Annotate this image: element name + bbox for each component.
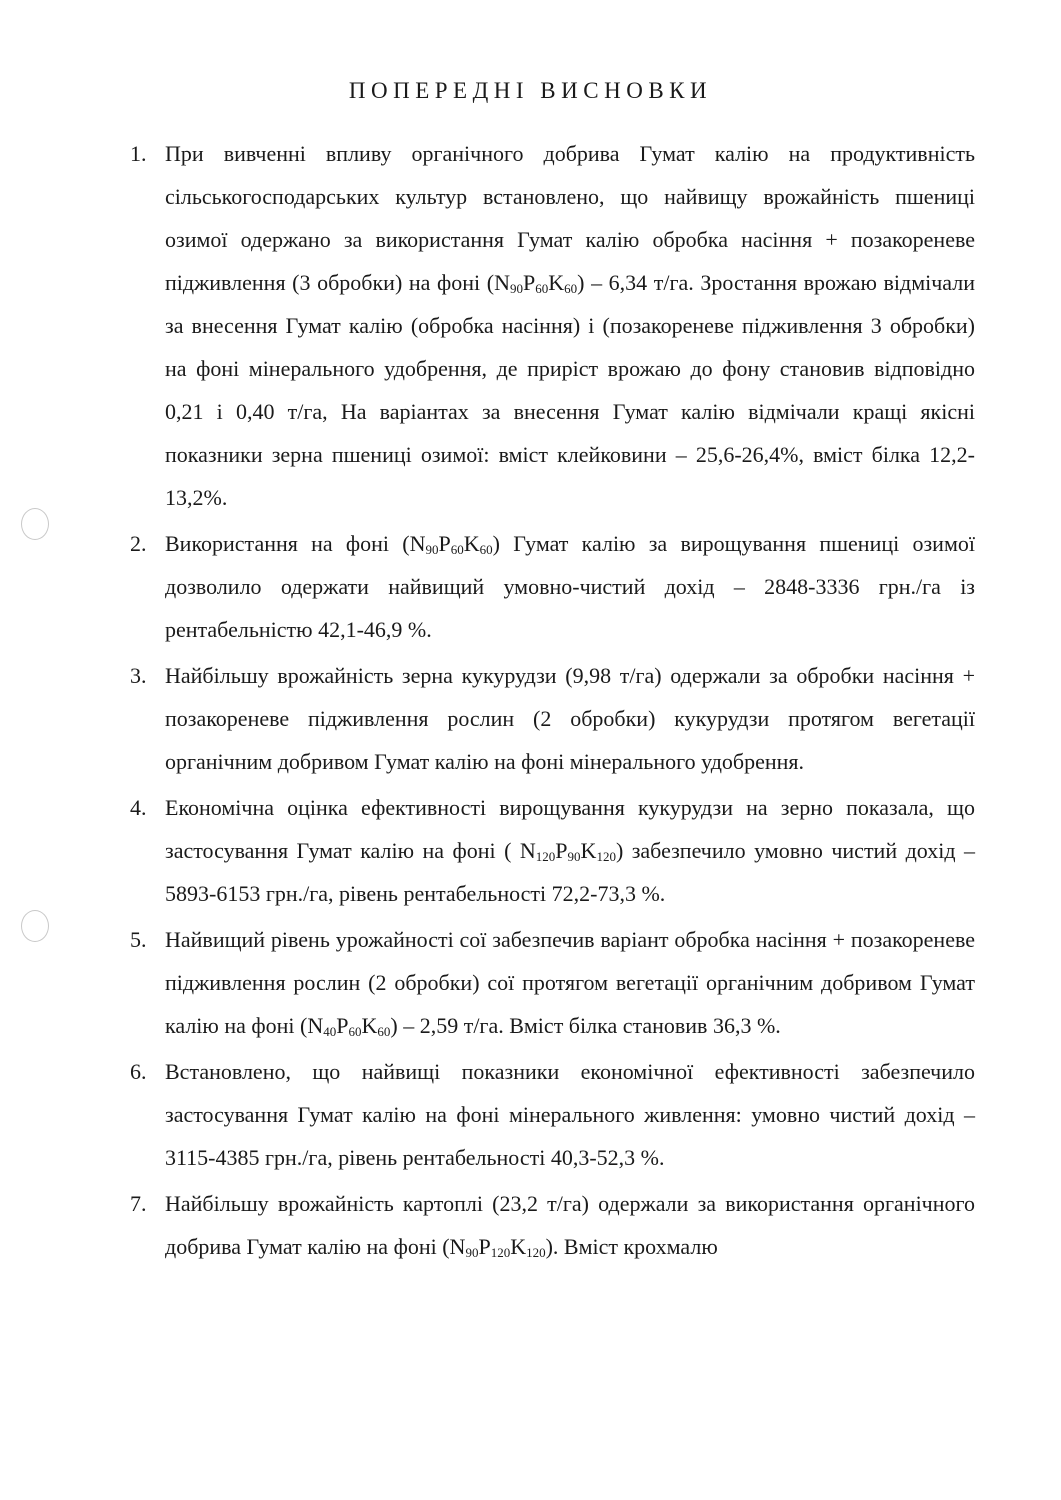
formula-subscript: 90 [510,281,523,296]
conclusion-text-run: ). Вміст крохмалю [545,1234,718,1259]
formula-subscript: 90 [567,849,581,864]
conclusion-number: 7. [130,1191,147,1216]
conclusion-text-run: Використання на фоні (N [165,531,426,556]
conclusion-text [165,918,975,1047]
conclusion-text-run: ) – 6,34 т/га. Зростання врожаю відмічали за внесення Гумат калію (обробка насіння) і (позакореневе підживлення 3 обробки) на фоні мінерального удобрення, де приріст врожаю до фону становив відповідно 0,21 і 0,40 т/га, На варіантах за внесення Гумат калію відмічали кращі якісні показники зерна пшениці озимої: вміст клейковини – 25,6-26,4%, вміст білка 12,2-13,2%. [165,270,976,510]
conclusion-text-run: K [361,1013,378,1038]
conclusion-text-run: ) забезпечило умовно чистий дохід – 5893-6153 грн./га, рівень рентабельності 72,2-73,3 %. [165,838,975,906]
formula-subscript: 120 [490,1245,511,1260]
conclusion-item [0,132,1061,519]
conclusion-item [0,1182,1061,1268]
conclusion-text-run: K [463,531,480,556]
formula-subscript: 90 [465,1245,479,1260]
formula-subscript: 120 [596,849,616,864]
conclusion-text-run: Найвищий рівень урожайності сої забезпечив варіант обробка насіння + позакореневе підживлення рослин (2 обробки) сої протягом вегетації органічним добривом Гумат калію на фоні (N [165,927,975,1038]
formula-subscript: 120 [535,849,556,864]
conclusion-text-run: P [523,270,536,295]
conclusion-item [0,918,1061,1047]
formula-subscript: 60 [564,281,578,296]
conclusion-text [165,132,975,519]
conclusion-text-run: P [336,1013,349,1038]
formula-subscript: 60 [479,542,493,557]
conclusion-number: 1. [130,141,147,166]
conclusion-text [165,522,975,651]
conclusion-text-run: Встановлено, що найвищі показники економічної ефективності забезпечило застосування Гумат калію на фоні мінерального живлення: умовно чистий дохід – 3115-4385 грн./га, рівень рентабельності 40,3-52,3 %. [165,1059,975,1170]
conclusion-item [0,522,1061,651]
conclusion-text [165,1050,975,1179]
conclusion-text-run: Найбільшу врожайність картоплі (23,2 т/га) одержали за використання органічного добрива Гумат калію на фоні (N [165,1191,975,1259]
conclusion-text [165,654,975,783]
conclusion-text [165,1182,975,1268]
formula-subscript: 90 [425,542,439,557]
conclusions-list [0,132,1061,1271]
formula-subscript: 60 [450,542,464,557]
formula-subscript: 120 [526,1245,546,1260]
conclusion-text-run: ) Гумат калію за вирощування пшениці озимої дозволило одержати найвищий умовно-чистий дохід – 2848-3336 грн./га із рентабельністю 42,1-46,9 %. [165,531,975,642]
conclusion-text-run: При вивченні впливу органічного добрива Гумат калію на продуктивність сільськогосподарських культур встановлено, що найвищу врожайність пшениці озимої одержано за використання Гумат калію обробка насіння + позакореневе підживлення (3 обробки) на фоні (N [165,141,975,295]
conclusion-item [0,786,1061,915]
conclusion-number: 2. [130,531,147,556]
conclusion-number: 5. [130,927,147,952]
formula-subscript: 60 [535,281,549,296]
conclusion-text-run: K [580,838,597,863]
conclusion-text-run: Найбільшу врожайність зерна кукурудзи (9,98 т/га) одержали за обробки насіння + позакореневе підживлення рослин (2 обробки) кукурудзи протягом вегетації органічним добривом Гумат калію на фоні мінерального удобрення. [165,663,975,774]
conclusion-text-run: Економічна оцінка ефективності вирощування кукурудзи на зерно показала, що застосування Гумат калію на фоні ( N [165,795,975,863]
conclusion-item [0,1050,1061,1179]
conclusion-text [165,786,975,915]
conclusion-text-run: K [510,1234,527,1259]
formula-subscript: 60 [348,1024,362,1039]
conclusion-text-run: P [555,838,568,863]
conclusion-number: 6. [130,1059,147,1084]
conclusion-text-run: ) – 2,59 т/га. Вміст білка становив 36,3 %. [390,1013,781,1038]
conclusion-number: 4. [130,795,147,820]
formula-subscript: 60 [377,1024,391,1039]
conclusion-text-run: P [438,531,451,556]
conclusion-text-run: K [548,270,565,295]
page-title: ПОПЕРЕДНІ ВИСНОВКИ [348,78,713,103]
conclusion-item [0,654,1061,783]
conclusion-number: 3. [130,663,147,688]
conclusion-text-run: P [478,1234,491,1259]
formula-subscript: 40 [323,1024,337,1039]
